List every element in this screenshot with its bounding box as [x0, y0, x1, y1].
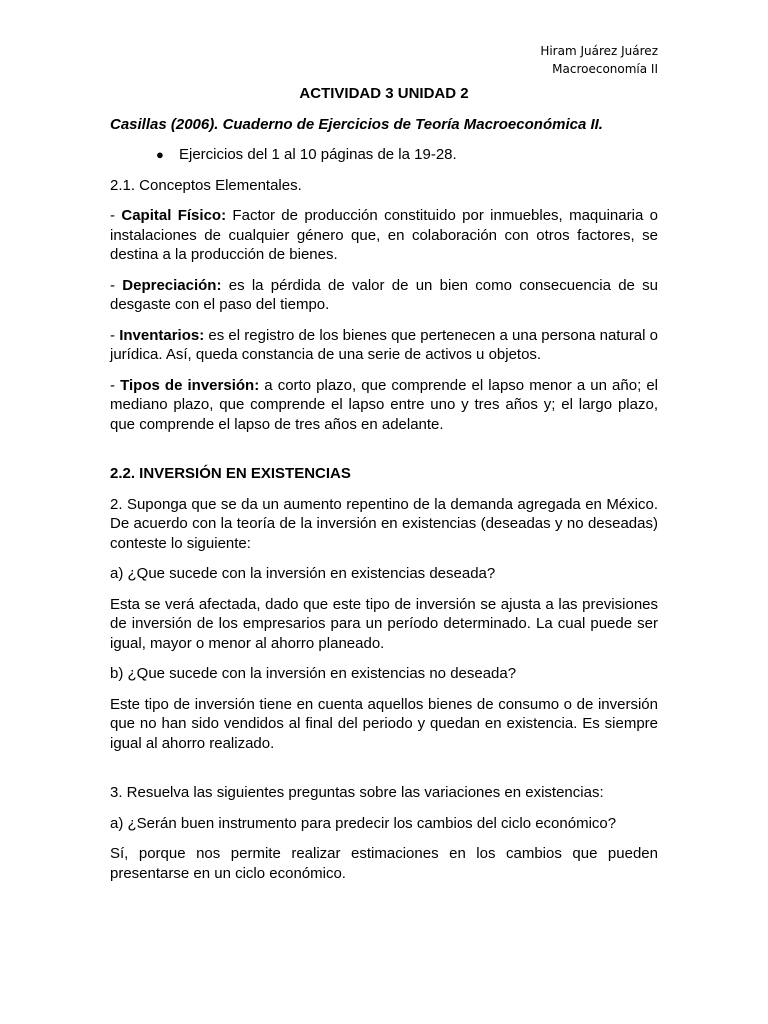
spacer — [110, 445, 658, 464]
question-3: 3. Resuelva las siguientes preguntas sobre las variaciones en existencias: — [110, 784, 604, 801]
definition-term: Capital Físico: — [121, 207, 227, 224]
definition-tipos-inversion: - Tipos de inversión: a corto plazo, que comprende el lapso menor a un año; el mediano plazo, que comprende el lapso entre uno y tres años y; el largo plazo, que comprende el lapso de tres años en adelante. — [110, 376, 658, 433]
course-name: Macroeconomía II — [552, 62, 658, 76]
list-item-text: Ejercicios del 1 al 10 páginas de la 19-28. — [179, 146, 457, 163]
section-heading-concepts: 2.1. Conceptos Elementales. — [110, 176, 302, 194]
answer-3a: Sí, porque nos permite realizar estimaciones en los cambios que pueden presentarse en un ciclo económico. — [110, 845, 658, 882]
definition-text: es el registro de los bienes que pertenecen a una persona natural o jurídica. Así, queda constancia de una serie de activos u objetos. — [110, 326, 659, 363]
definition-inventarios: - Inventarios: es el registro de los bienes que pertenecen a una persona natural o jurídica. Así, queda constancia de una serie de activos u objetos. — [110, 326, 659, 363]
section-heading-inversion: 2.2. INVERSIÓN EN EXISTENCIAS — [110, 465, 351, 482]
question-3a: a) ¿Serán buen instrumento para predecir los cambios del ciclo económico? — [110, 814, 617, 832]
spacer — [110, 764, 658, 783]
document-body — [110, 84, 658, 894]
answer-2b: Este tipo de inversión tiene en cuenta aquellos bienes de consumo o de inversión que no han sido vendidos al final del periodo y quedan en existencia. Es siempre igual al ahorro realizado. — [110, 695, 658, 752]
definition-depreciacion: - Depreciación: es la pérdida de valor de un bien como consecuencia de su desgaste con el paso del tiempo. — [110, 276, 658, 313]
question-2: 2. Suponga que se da un aumento repentino de la demanda agregada en México. De acuerdo con la teoría de la inversión en existencias (deseadas y no deseadas) conteste lo siguiente: — [110, 495, 658, 552]
definition-text: Factor de producción constituido por inmuebles, maquinaria o instalaciones de cualquier género que, en colaboración con otros factores, se destina a la producción de bienes. — [110, 207, 658, 263]
question-2a: a) ¿Que sucede con la inversión en existencias deseada? — [110, 565, 496, 582]
bullet-icon: ● — [156, 147, 164, 162]
definition-term: Tipos de inversión: — [120, 376, 260, 394]
author-name: Hiram Juárez Juárez — [540, 44, 658, 58]
definition-text: a corto plazo, que comprende el lapso menor a un año; el mediano plazo, que comprende el lapso entre uno y tres años y; el largo plazo, que comprende el lapso de tres años en adelante. — [110, 376, 658, 433]
answer-2a: Esta se verá afectada, dado que este tipo de inversión se ajusta a las previsiones de inversión de los empresarios para un período determinado. La cual puede ser igual, mayor o menor al ahorro planeado. — [110, 595, 658, 652]
definition-term: Depreciación: — [122, 276, 222, 294]
question-2b: b) ¿Que sucede con la inversión en existencias no deseada? — [110, 665, 517, 682]
page-header — [540, 42, 658, 78]
definition-capital: - Capital Físico: Factor de producción constituido por inmuebles, maquinaria o instalaciones de cualquier género que, en colaboración con otros factores, se destina a la producción de bienes. — [110, 207, 658, 263]
reference: Casillas (2006). Cuaderno de Ejercicios de Teoría Macroeconómica II. — [110, 115, 603, 133]
document-title: ACTIVIDAD 3 UNIDAD 2 — [299, 85, 469, 102]
definition-text: es la pérdida de valor de un bien como consecuencia de su desgaste con el paso del tiempo. — [110, 276, 658, 313]
definition-term: Inventarios: — [119, 326, 205, 344]
list-item — [110, 145, 658, 165]
